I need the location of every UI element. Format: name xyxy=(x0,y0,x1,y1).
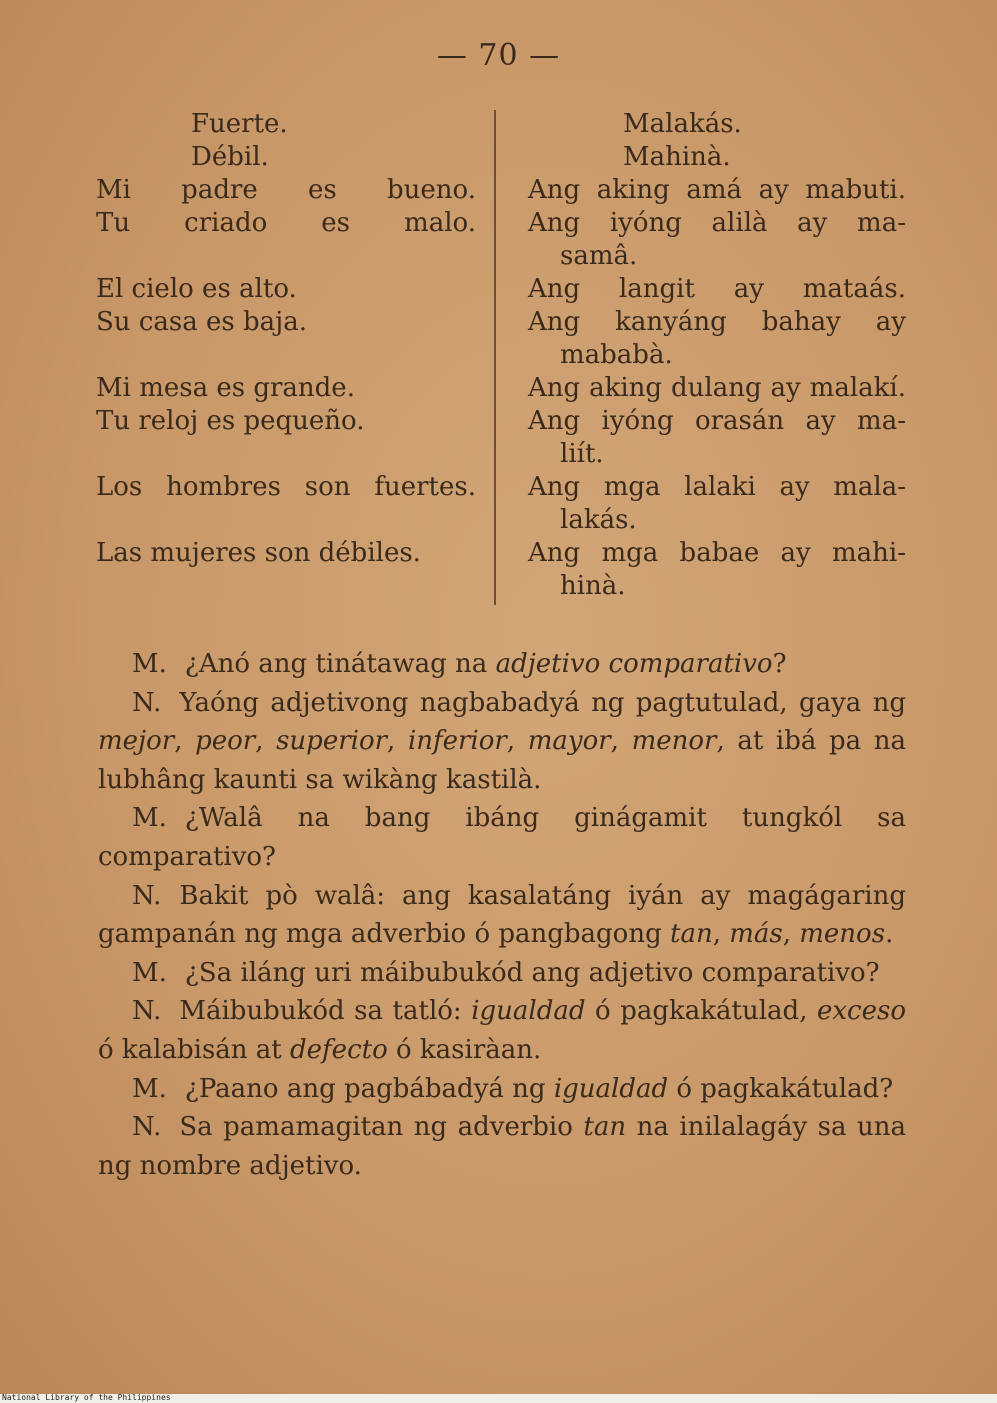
speaker-label: N. xyxy=(132,996,162,1027)
dialogue-text: , xyxy=(387,726,408,757)
tagalog-line: Ang aking dulang ay malakí. xyxy=(528,373,906,403)
italic-term: adjetivo comparativo xyxy=(495,649,773,679)
dialogue-paragraph xyxy=(98,877,906,954)
spanish-line: Mi padre es bueno. xyxy=(96,175,476,205)
tagalog-line: Ang mga lalaki ay mala- xyxy=(528,472,906,502)
tagalog-line: lakás. xyxy=(560,505,637,535)
dialogue-paragraph xyxy=(98,799,906,876)
dialogue-text: ¿Anó ang tinátawag na xyxy=(184,649,496,679)
dialogue-text: Sa pamamagitan ng adverbio xyxy=(179,1112,584,1143)
tagalog-line: liít. xyxy=(560,439,604,469)
dialogue-text: ó pagkakátulad, xyxy=(585,996,817,1027)
dialogue-text: , xyxy=(255,726,277,757)
tagalog-line: Ang iyóng alilà ay ma- xyxy=(528,208,906,238)
dialogue-text: Bakit pò walâ: ang kasalatáng iyán ay magágaring gampanán ng mga adverbio ó pangbagong xyxy=(98,880,906,950)
dialogue-text: na inilalagáy sa una ng nombre adjetivo. xyxy=(98,1112,906,1181)
speaker-label: M. xyxy=(132,957,167,988)
tagalog-line: Ang aking amá ay mabuti. xyxy=(528,175,906,205)
dialogue-text: ó kasiràan. xyxy=(387,1034,542,1065)
dialogue-text: , xyxy=(174,726,196,757)
dialogue-text: Yaóng adjetivong nagbabadyá ng pagtutulad, gaya ng xyxy=(179,687,906,718)
dialogue-text: . xyxy=(885,919,894,950)
spanish-line: Las mujeres son débiles. xyxy=(96,538,421,568)
dialogue-text: ó kalabisán at xyxy=(98,1034,291,1065)
spanish-line: Tu reloj es pequeño. xyxy=(96,406,365,436)
italic-term: exceso xyxy=(817,996,906,1027)
spanish-line: El cielo es alto. xyxy=(96,274,297,304)
italic-term: tan xyxy=(583,1112,627,1143)
tagalog-line: mababà. xyxy=(560,340,673,370)
italic-term: igualdad xyxy=(471,996,586,1027)
italic-term: inferior xyxy=(407,726,507,757)
dialogue-paragraph xyxy=(98,684,906,800)
dialogue-paragraph xyxy=(98,954,906,993)
tagalog-line: Ang iyóng orasán ay ma- xyxy=(528,406,906,436)
dialogue-text: Máibubukód sa tatló: xyxy=(179,996,472,1027)
spanish-gap xyxy=(96,240,476,273)
dialogue-text: , xyxy=(712,919,730,950)
italic-term: defecto xyxy=(290,1034,388,1065)
dialogue-text: ¿Paano ang pagbábadyá ng xyxy=(184,1073,554,1104)
page-number: — 70 — xyxy=(436,38,561,73)
italic-term: menos xyxy=(799,919,886,950)
spanish-line: Débil. xyxy=(191,142,269,172)
dialogue-text: , xyxy=(506,726,528,757)
spanish-line: Su casa es baja. xyxy=(96,307,307,337)
dialogue-paragraph xyxy=(98,1070,906,1109)
dialogue-text: , xyxy=(782,919,800,950)
italic-term: mayor xyxy=(527,726,611,757)
tagalog-line: Malakás. xyxy=(623,109,742,139)
dialogue-paragraph xyxy=(98,1108,906,1185)
tagalog-line: Ang kanyáng bahay ay xyxy=(528,307,906,337)
library-footer: National Library of the Philippines xyxy=(2,1393,171,1402)
spanish-column xyxy=(96,108,476,570)
dialogue-text: ¿Walâ na bang ibáng ginágamit tungkól sa comparativo? xyxy=(98,803,906,872)
dialogue-paragraph xyxy=(98,992,906,1069)
dialogue-paragraph xyxy=(98,645,906,684)
dialogue-text: ó pagkakátulad? xyxy=(668,1073,894,1104)
tagalog-line: Mahinà. xyxy=(623,142,731,172)
dialogue-text: ? xyxy=(772,649,787,679)
dialogue-section xyxy=(98,645,906,1185)
spanish-line: Fuerte. xyxy=(191,109,288,139)
tagalog-line: Ang mga babae ay mahi- xyxy=(528,538,906,568)
italic-term: peor xyxy=(195,726,256,757)
spanish-line: Mi mesa es grande. xyxy=(96,373,355,403)
spanish-line: Tu criado es malo. xyxy=(96,208,476,238)
spanish-line: Los hombres son fuertes. xyxy=(96,472,476,502)
dialogue-text: , at ibá pa na lubhâng kaunti sa wikàng kastilà. xyxy=(98,726,906,795)
column-divider xyxy=(494,110,496,605)
italic-term: tan xyxy=(670,919,713,950)
italic-term: más xyxy=(729,919,783,950)
tagalog-line: hinà. xyxy=(560,571,626,601)
speaker-label: N. xyxy=(132,880,162,911)
italic-term: menor xyxy=(631,726,717,757)
speaker-label: M. xyxy=(132,1073,167,1104)
tagalog-line: samâ. xyxy=(560,241,638,271)
dialogue-text: , xyxy=(610,726,632,757)
spanish-gap xyxy=(96,504,476,537)
italic-term: mejor xyxy=(98,726,175,757)
spanish-gap xyxy=(96,339,476,372)
spanish-gap xyxy=(96,438,476,471)
speaker-label: N. xyxy=(132,1112,162,1143)
tagalog-line: Ang langit ay mataás. xyxy=(528,274,906,304)
dialogue-text: ¿Sa iláng uri máibubukód ang adjetivo comparativo? xyxy=(184,957,880,988)
italic-term: superior xyxy=(276,726,388,757)
speaker-label: M. xyxy=(132,649,167,679)
speaker-label: N. xyxy=(132,687,162,718)
italic-term: igualdad xyxy=(553,1073,669,1104)
tagalog-column xyxy=(528,108,906,603)
speaker-label: M. xyxy=(132,803,167,834)
